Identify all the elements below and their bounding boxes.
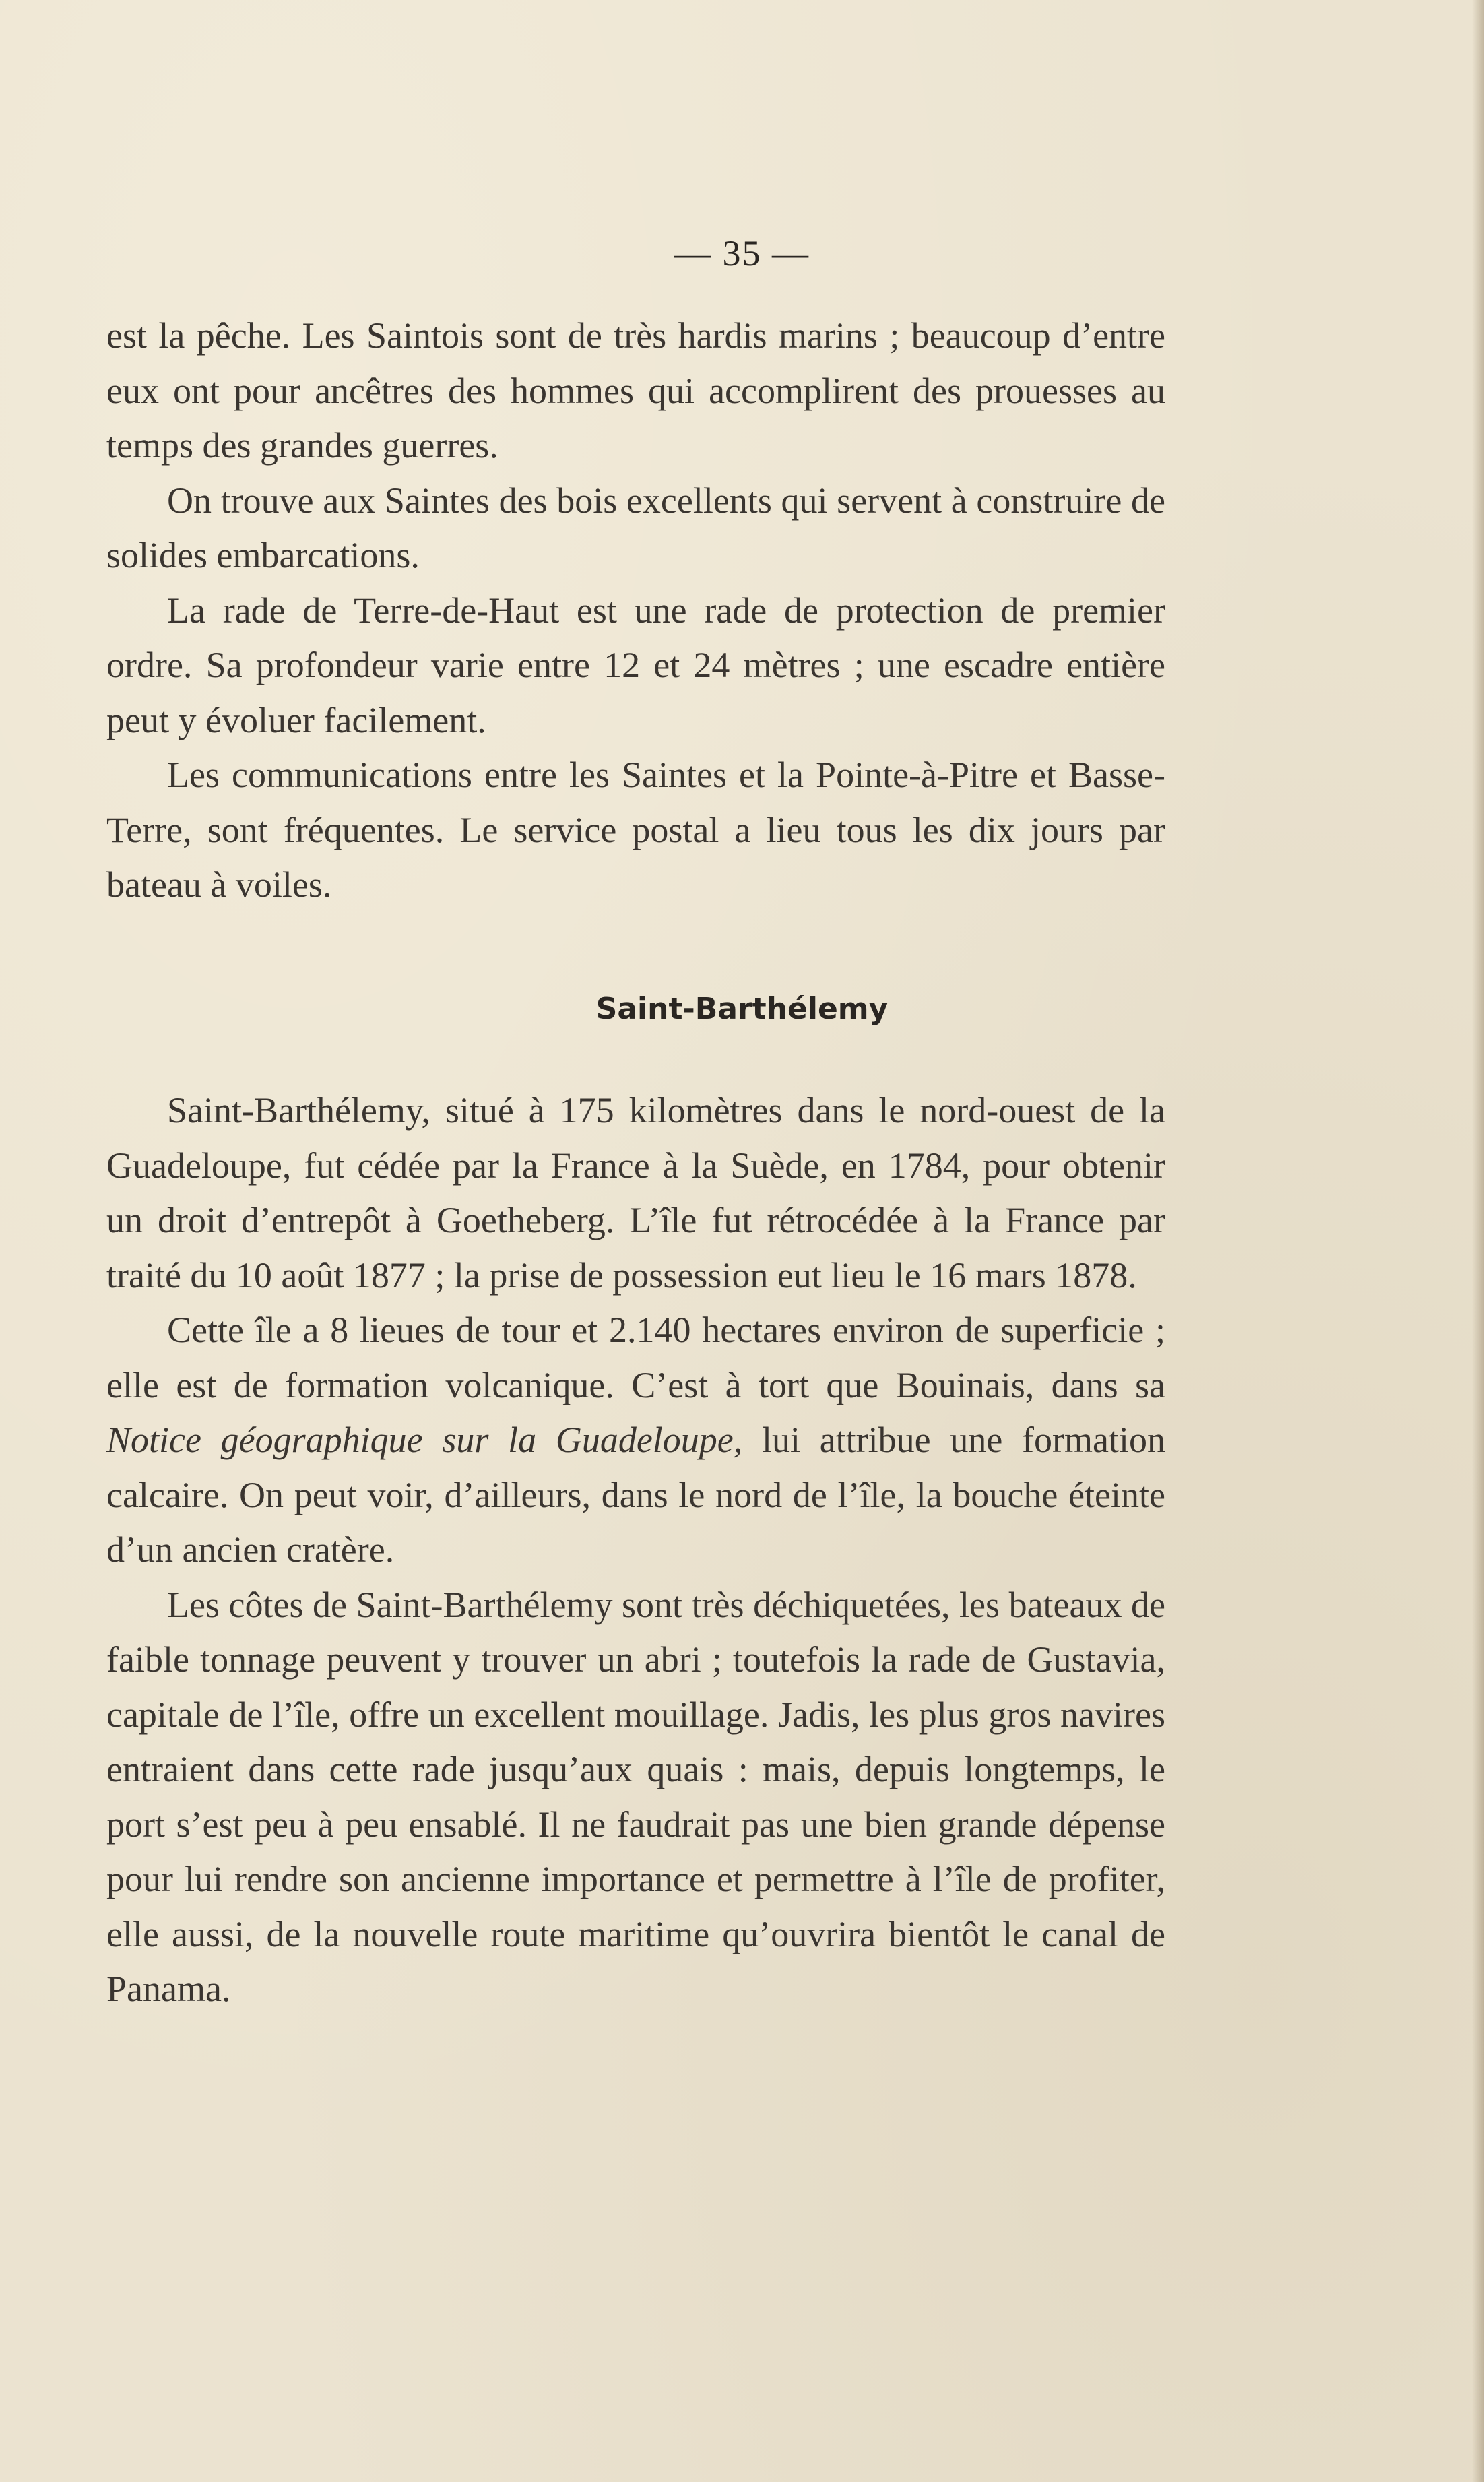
notice-title: Notice géographique sur la Guadeloupe, bbox=[106, 1420, 743, 1460]
paragraph-superficie bbox=[106, 1303, 1165, 1578]
section-heading: Saint-Barthélemy bbox=[595, 992, 889, 1026]
paragraph-peche: est la pêche. Les Saintois sont de très hardis marins ; beaucoup d’entre eux ont pour ancêtres des hommes qui accomplirent des prouesses au temps des grandes guerres. bbox=[106, 315, 1165, 466]
page-edge-shadow bbox=[1472, 0, 1484, 2482]
page-number: — 35 — bbox=[674, 233, 810, 274]
paragraph-communications: Les communications entre les Saintes et la Pointe-à-Pitre et Basse-Terre, sont fréquentes. Le service postal a lieu tous les dix jours par bateau à voiles. bbox=[106, 755, 1165, 905]
paragraph-bois: On trouve aux Saintes des bois excellents qui servent à construire de solides embarcations. bbox=[106, 480, 1165, 575]
text-block-saint-barthelemy bbox=[106, 1083, 1165, 2017]
paragraph-rade: La rade de Terre-de-Haut est une rade de protection de premier ordre. Sa profondeur varie entre 12 et 24 mètres ; une escadre entière peut y évoluer facilement. bbox=[106, 590, 1165, 740]
superficie-text-end: lui attribue une formation calcaire. On peut voir, d’ailleurs, dans le nord de l’île, la bouche éteinte d’un ancien cratère. bbox=[106, 1420, 1165, 1570]
superficie-text-start: Cette île a 8 lieues de tour et 2.140 hectares environ de superficie ; elle est de formation volcanique. C’est à tort que Bouinais, dans sa bbox=[106, 1310, 1165, 1405]
paragraph-cotes: Les côtes de Saint-Barthélemy sont très déchiquetées, les bateaux de faible tonnage peuvent y trouver un abri ; toutefois la rade de Gustavia, capitale de l’île, offre un excellent mouillage. Jadis, les plus gros navires entraient dans cette rade jusqu’aux quais : mais, depuis longtemps, le port s’est peu à peu ensablé. Il ne faudrait pas une bien grande dépense pour lui rendre son ancienne importance et permettre à l’île de profiter, elle aussi, de la nouvelle route maritime qu’ouvrira bientôt le canal de Panama. bbox=[106, 1584, 1165, 2009]
text-block-saintes bbox=[106, 309, 1165, 913]
paragraph-situation: Saint-Barthélemy, situé à 175 kilomètres dans le nord-ouest de la Guadeloupe, fut cédée par la France à la Suède, en 1784, pour obtenir un droit d’entrepôt à Goetheberg. L’île fut rétrocédée à la France par traité du 10 août 1877 ; la prise de possession eut lieu le 16 mars 1878. bbox=[106, 1090, 1165, 1296]
